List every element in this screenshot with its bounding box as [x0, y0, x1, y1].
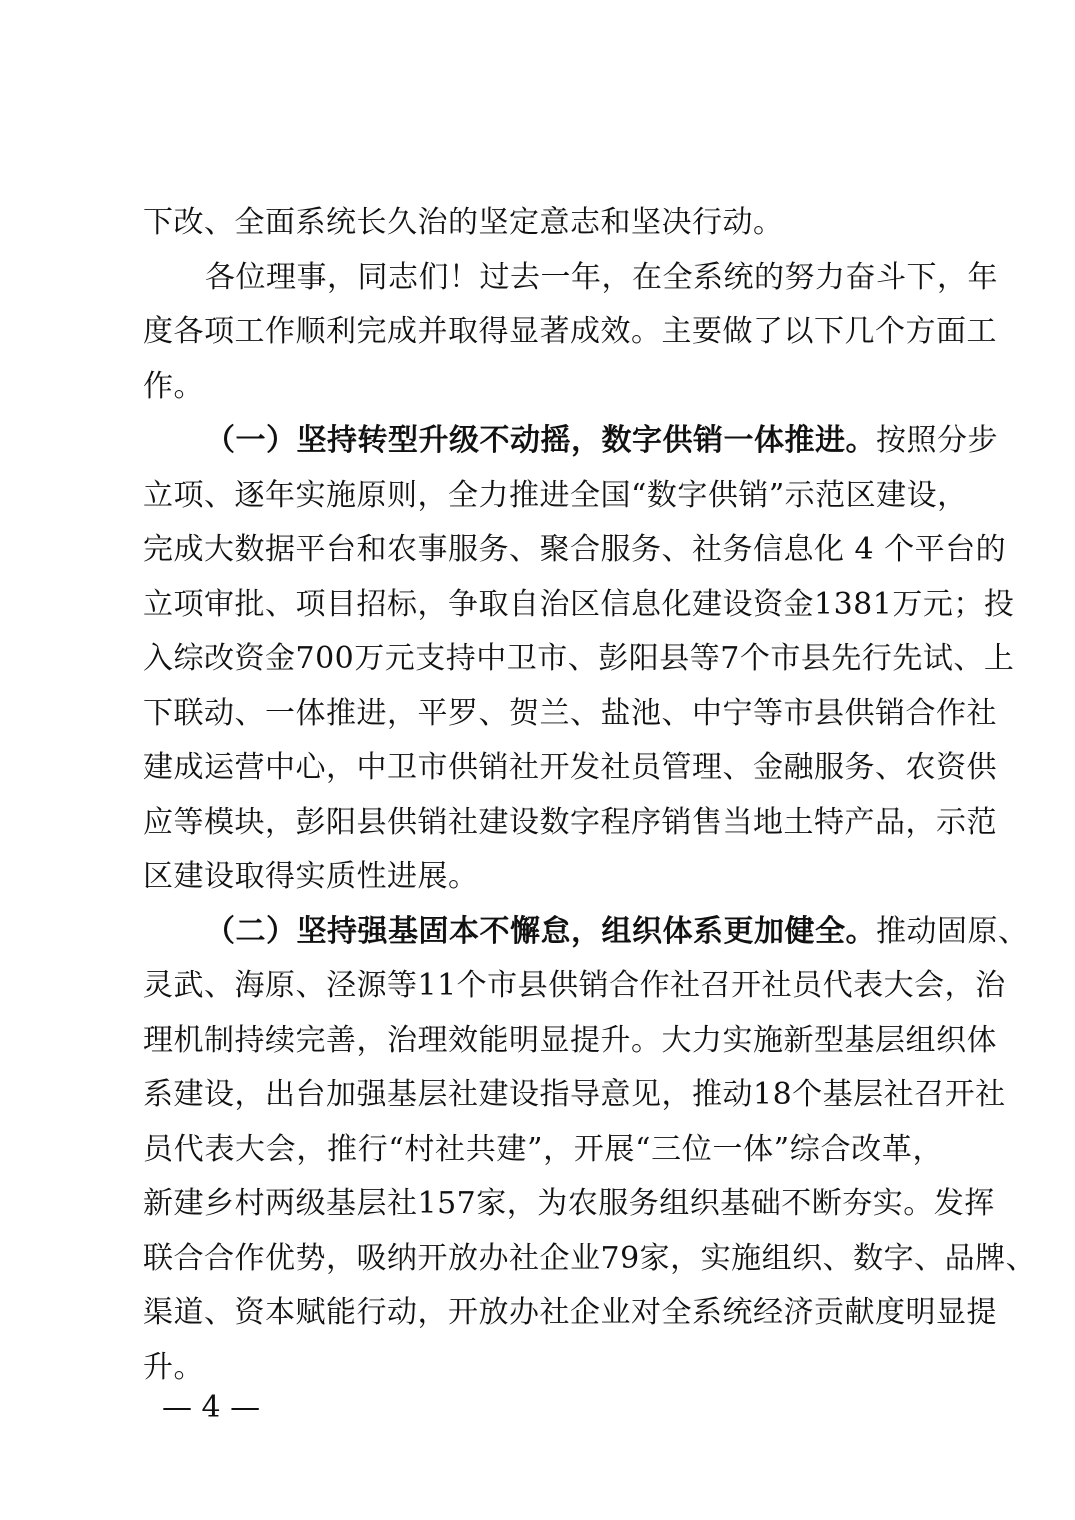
page-number: — 4 —	[162, 1390, 261, 1425]
document-body	[143, 196, 1037, 1395]
paragraph-line: 各位理事，同志们！过去一年，在全系统的努力奋斗下，年	[205, 259, 998, 295]
paragraph-line: 立项审批、项目招标，争取自治区信息化建设资金1381万元；投	[143, 586, 1015, 622]
paragraph-line: 建成运营中心，中卫市供销社开发社员管理、金融服务、农资供	[143, 750, 997, 785]
paragraph-line: 立项、逐年实施原则，全力推进全国“数字供销”示范区建设，	[143, 477, 968, 513]
paragraph-line: 员代表大会，推行“村社共建”，开展“三位一体”综合改革，	[143, 1131, 943, 1167]
paragraph-line: 完成大数据平台和农事服务、聚合服务、社务信息化 4 个平台的	[143, 532, 1007, 567]
section-heading-rest: 推动固原、	[876, 913, 1029, 949]
paragraph-line: 度各项工作顺利完成并取得显著成效。主要做了以下几个方面工	[143, 314, 997, 349]
section-heading-line	[143, 414, 998, 469]
section-heading-line	[143, 905, 1029, 960]
paragraph-line: 入综改资金700万元支持中卫市、彭阳县等7个市县先行先试、上	[143, 641, 1015, 676]
paragraph-line: 应等模块，彭阳县供销社建设数字程序销售当地土特产品，示范	[143, 804, 997, 840]
section-heading-rest: 按照分步	[876, 423, 998, 458]
paragraph-line: 灵武、海原、泾源等11个市县供销合作社召开社员代表大会，治	[143, 968, 1006, 1003]
paragraph-line: 下改、全面系统长久治的坚定意志和坚决行动。	[143, 205, 784, 240]
paragraph-line: 区建设取得实质性进展。	[143, 859, 479, 894]
paragraph-line: 理机制持续完善，治理效能明显提升。大力实施新型基层组织体	[143, 1022, 997, 1058]
section-heading: （二）坚持强基固本不懈怠，组织体系更加健全。	[205, 913, 876, 949]
paragraph-line: 联合合作优势，吸纳开放办社企业79家，实施组织、数字、品牌、	[143, 1240, 1037, 1276]
paragraph-line: 新建乡村两级基层社157家，为农服务组织基础不断夯实。发挥	[143, 1186, 995, 1221]
paragraph-line: 系建设，出台加强基层社建设指导意见，推动18个基层社召开社	[143, 1077, 1006, 1112]
paragraph-line: 下联动、一体推进，平罗、贺兰、盐池、中宁等市县供销合作社	[143, 695, 997, 731]
paragraph-line: 升。	[143, 1349, 204, 1385]
paragraph-line: 渠道、资本赋能行动，开放办社企业对全系统经济贡献度明显提	[143, 1295, 997, 1330]
section-heading: （一）坚持转型升级不动摇，数字供销一体推进。	[205, 423, 876, 458]
paragraph-line: 作。	[143, 368, 204, 404]
